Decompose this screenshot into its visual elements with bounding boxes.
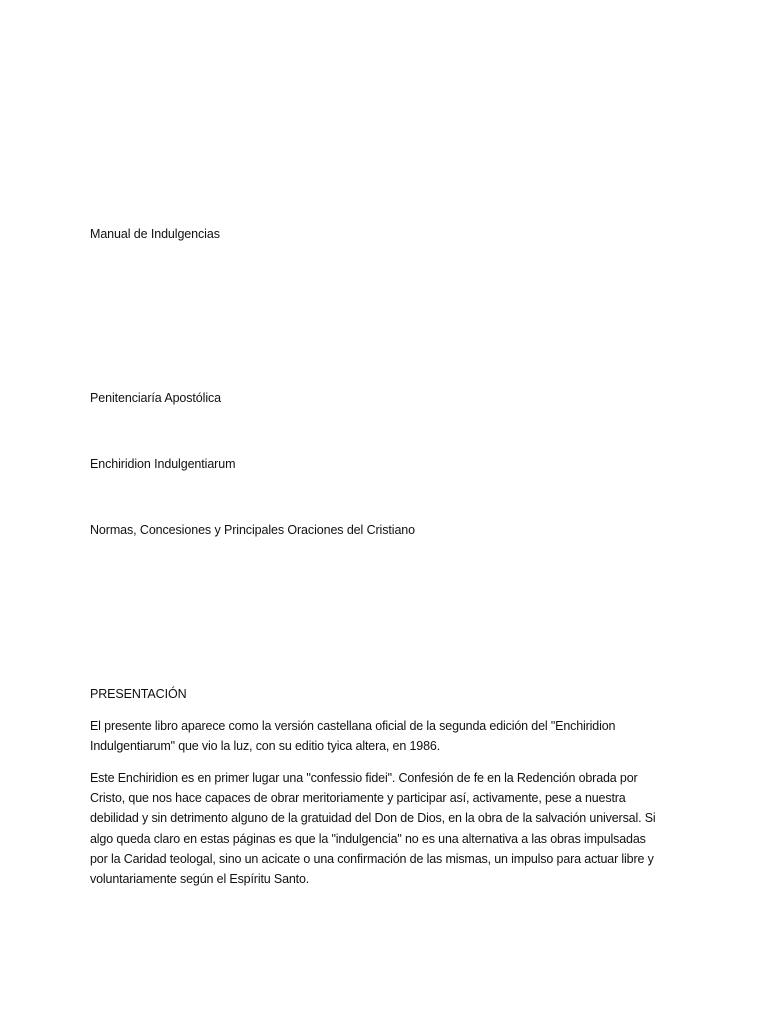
paragraph-2-line: algo queda claro en estas páginas es que la "indulgencia" no es una alternativa a las obras impulsadas bbox=[90, 831, 646, 846]
paragraph-1-line: El presente libro aparece como la versión castellana oficial de la segunda edición del "Enchiridion bbox=[90, 719, 616, 733]
section-heading: PRESENTACIÓN bbox=[90, 687, 187, 701]
document-latin-title: Enchiridion Indulgentiarum bbox=[90, 457, 236, 471]
paragraph-2-line: Este Enchiridion es en primer lugar una "confessio fidei". Confesión de fe en la Redención obrada por bbox=[90, 771, 638, 785]
paragraph-2-line: Cristo, que nos hace capaces de obrar meritoriamente y participar así, activamente, pese a nuestra bbox=[90, 791, 626, 806]
paragraph-2-line: debilidad y sin detrimento alguno de la gratuidad del Don de Dios, en la obra de la salvación universal. Si bbox=[90, 811, 656, 826]
paragraph-2-line: por la Caridad teologal, sino un acicate o una confirmación de las mismas, un impulso para actuar libre y bbox=[90, 851, 654, 866]
paragraph-2-line: voluntariamente según el Espíritu Santo. bbox=[90, 872, 310, 887]
paragraph-1-line: Indulgentiarum" que vio la luz, con su editio tyica altera, en 1986. bbox=[90, 739, 441, 754]
document-subtitle: Normas, Concesiones y Principales Oraciones del Cristiano bbox=[90, 523, 415, 537]
document-title: Manual de Indulgencias bbox=[90, 227, 220, 241]
paragraph-2 bbox=[90, 768, 680, 889]
document-author: Penitenciaría Apostólica bbox=[90, 391, 222, 405]
paragraph-1 bbox=[90, 716, 680, 756]
